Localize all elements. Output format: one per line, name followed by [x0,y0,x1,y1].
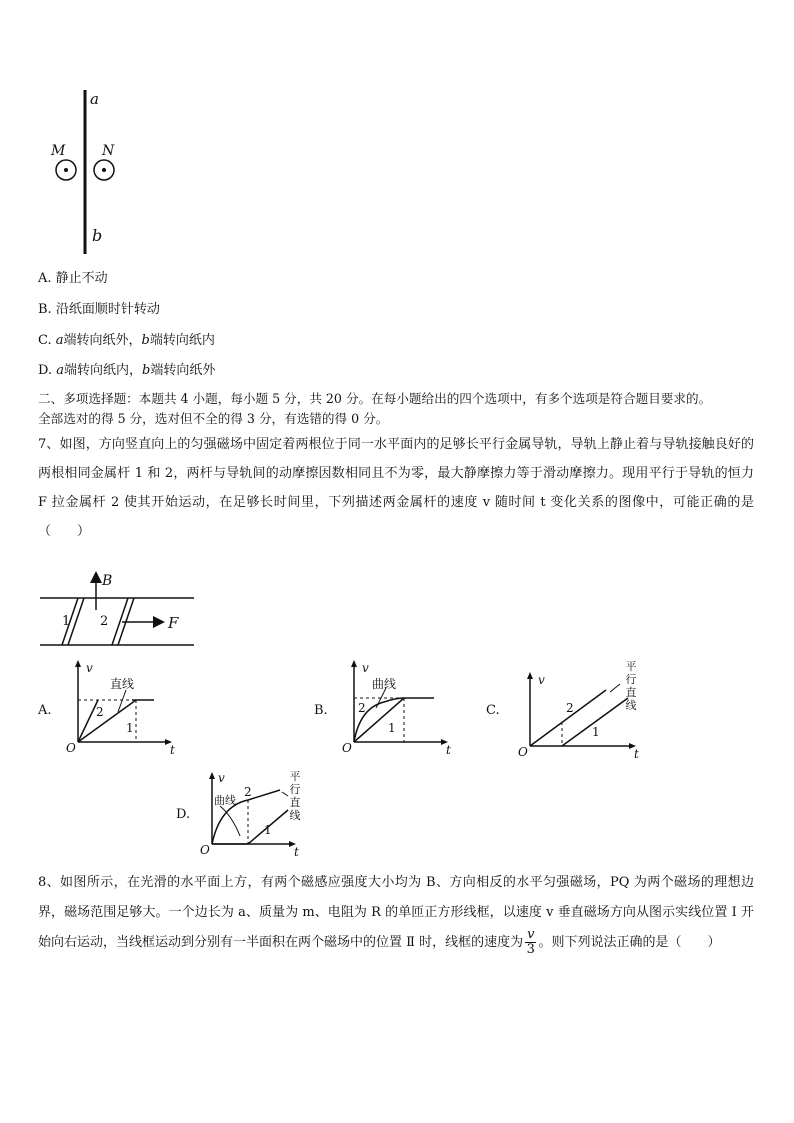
q6-option-c: C. a端转向纸外，b端转向纸内 [38,333,215,348]
label-t: t [446,743,451,756]
label-2: 2 [358,701,366,715]
graph-a [60,656,185,756]
label-rod2: 2 [100,614,109,629]
label-curve: 曲线 [214,794,236,807]
label-b: b [92,226,103,245]
graph-a-letter: A. [38,703,52,718]
q7-text: 7、如图，方向竖直向上的匀强磁场中固定着两根位于同一水平面内的足够长平行金属导轨，导轨上静止着与导轨接触良好的两根相同金属杆 1 和 2，两杆与导轨间的动摩擦因数相同且不为零，最大静摩擦力等于滑动摩擦力。现用平行于导轨的恒力 F 拉金属杆 2 使其开始运动，在足够长时间里，下列描述两金属杆的速度 v 随时间 t 变化关系的图像中，可能正确的是（ ） [38,437,754,539]
rod-magnet-figure [48,86,128,258]
graph-c-letter: C. [486,703,500,718]
label-o: O [66,741,76,755]
label-o: O [342,741,352,755]
label-v: v [86,661,93,675]
label-v: v [218,771,225,785]
section2-line2: 全部选对的得 5 分，选对但不全的得 3 分，有选错的得 0 分。 [38,411,389,426]
dot-n [102,168,106,172]
graph-d-letter: D. [176,807,191,822]
q7-rail-figure [38,568,208,654]
label-v: v [362,661,369,675]
label-line: 直线 [110,677,135,691]
label-o: O [200,843,210,857]
curve-label-arc [220,806,240,836]
q6-option-a: A. 静止不动 [38,271,108,286]
label-n: N [102,143,115,159]
label-b-field: B [102,573,113,589]
label-a: a [90,90,99,108]
label-v: v [538,673,545,687]
graph-b [336,656,461,756]
label-t: t [294,845,299,859]
label-f: F [168,614,179,632]
label-1: 1 [592,725,600,739]
label-2: 2 [244,785,252,799]
label-2: 2 [96,705,104,719]
q6-option-b: B. 沿纸面顺时针转动 [38,302,160,317]
label-t: t [634,747,639,760]
label-o: O [518,745,528,759]
label-1: 1 [126,721,134,735]
fraction-v-over-3: $\frac{v}{3}$ [526,927,535,957]
line-2 [78,700,98,742]
dot-m [64,168,68,172]
label-m: M [51,143,66,159]
label-pointer [610,684,620,692]
label-1: 1 [264,823,272,837]
label-t: t [170,743,175,756]
graph-c-label: 平 行 直 线 [625,660,637,712]
label-1: 1 [388,721,396,735]
label-rod1: 1 [62,614,71,629]
label-curve: 曲线 [372,677,397,691]
section2-line1: 二、多项选择题：本题共 4 小题，每小题 5 分，共 20 分。在每小题给出的四个选项中，有多个选项是符合题目要求的。 [38,391,712,406]
q8-text: 8、如图所示，在光滑的水平面上方，有两个磁感应强度大小均为 B、方向相反的水平匀强磁场，PQ 为两个磁场的理想边界，磁场范围足够大。一个边长为 a、质量为 m、电阻为 R 的单匝正方形线框，以速度 v 垂直磁场方向从图示实线位置 Ⅰ 开始向右运动，当线框运动到分别有一半面积在两个磁场中的位置 Ⅱ 时，线框的速度为 $\frac{v}{3}$ 。则下列说法正确的是（ ） [38,875,754,957]
q6-option-d: D. a端转向纸内，b端转向纸外 [38,363,216,378]
label-2: 2 [566,701,574,715]
graph-b-letter: B. [314,703,328,718]
graph-d-label: 平 行 直 线 [289,770,301,822]
